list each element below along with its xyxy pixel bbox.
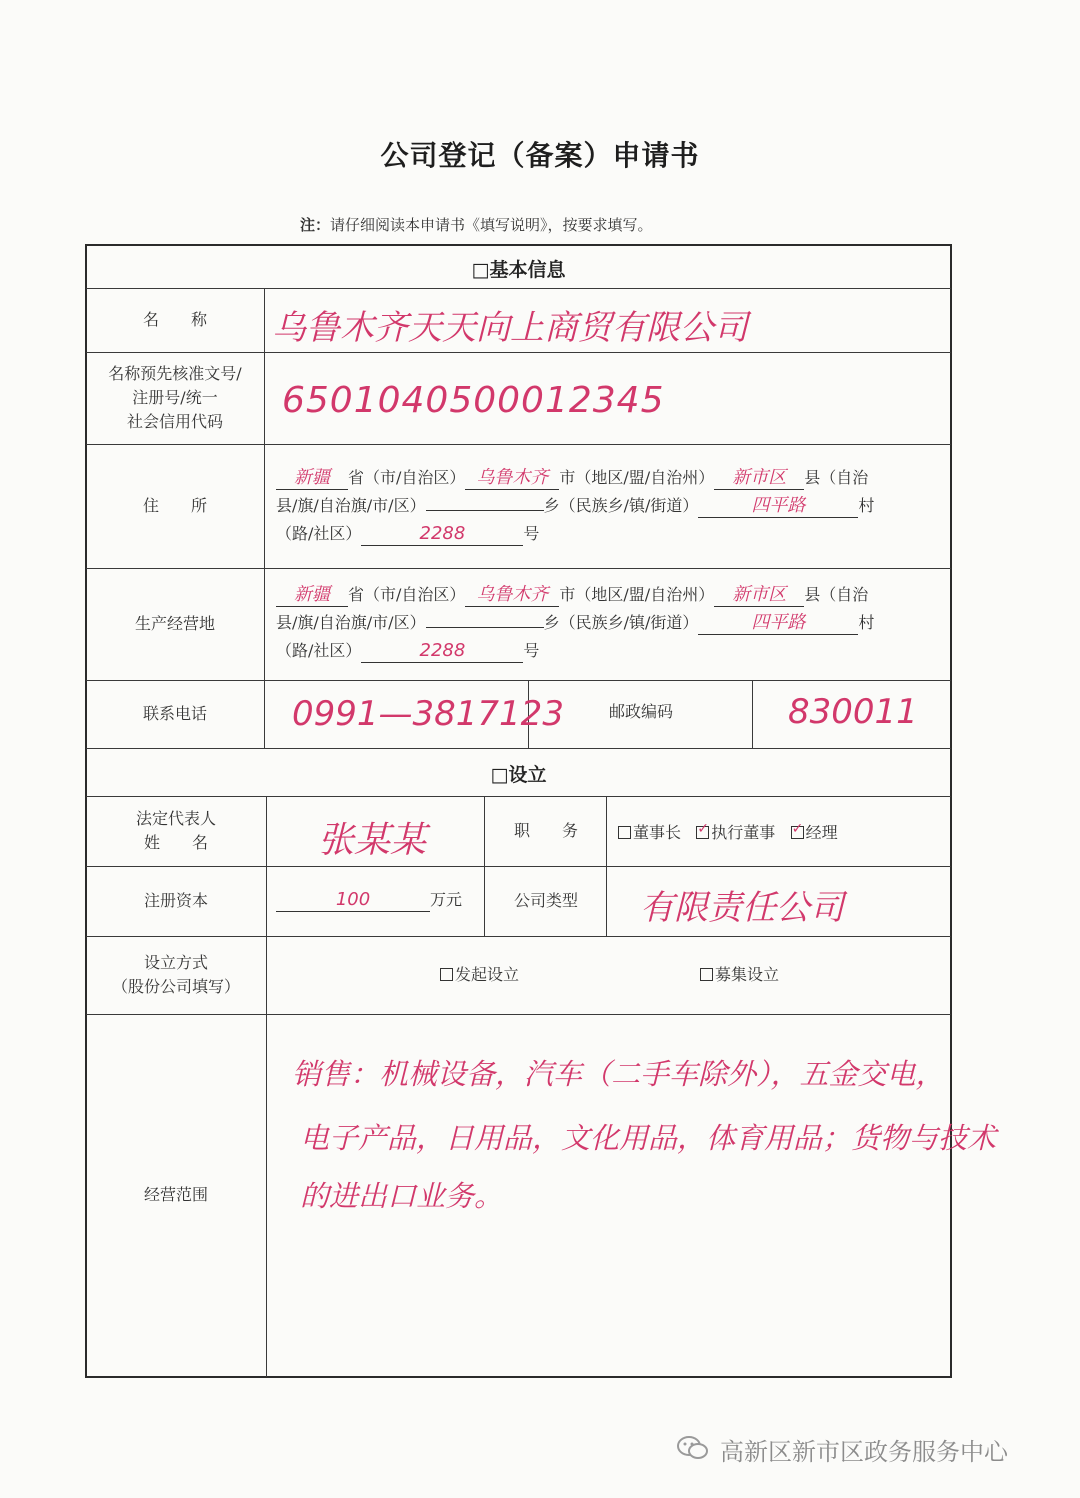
production-address: 新疆 省（市/自治区） 乌鲁木齐 市（地区/盟/自治州） 新市区 县（自治 县/旗/自治旗/市/区） 乡（民族乡/镇/街道） 四平路 村 （路/社区） 2288 号 [276, 584, 875, 661]
production-province[interactable]: 新疆 [276, 584, 348, 607]
residence-number[interactable]: 2288 [361, 523, 523, 546]
position-label: 职 务 [513, 821, 578, 840]
wechat-icon [676, 1434, 710, 1462]
production-label: 生产经营地 [134, 614, 215, 633]
residence-label: 住 所 [142, 496, 207, 515]
residence-province[interactable]: 新疆 [276, 467, 348, 490]
legal-rep-value[interactable]: 张某某 [318, 820, 427, 861]
production-number[interactable]: 2288 [361, 640, 523, 663]
name-label: 名 称 [142, 310, 207, 329]
section-setup: □设立 [490, 764, 547, 786]
scope-label: 经营范围 [143, 1185, 208, 1204]
credit-code-value[interactable]: 6501040500012345 [282, 380, 665, 421]
residence-address: 新疆 省（市/自治区） 乌鲁木齐 市（地区/盟/自治州） 新市区 县（自治 县/旗/自治旗/市/区） 乡（民族乡/镇/街道） 四平路 村 （路/社区） 2288 号 [276, 467, 875, 544]
production-county[interactable]: 新市区 [714, 584, 804, 607]
method-label: 设立方式 （股份公司填写） [111, 953, 240, 996]
position-executive-director-checkbox[interactable]: ✓ 执行董事 [696, 823, 775, 842]
method-offering-checkbox[interactable]: 募集设立 [700, 962, 779, 985]
position-options [618, 820, 838, 843]
checkbox-icon [700, 968, 713, 981]
position-manager-checkbox[interactable]: ✓ 经理 [791, 823, 838, 842]
scope-line-2[interactable]: 电子产品，日用品，文化用品，体育用品；货物与技术 [300, 1121, 997, 1155]
watermark-text: 高新区新市区政务服务中心 [720, 1438, 1008, 1466]
phone-value[interactable]: 0991—3817123 [292, 694, 564, 734]
residence-township[interactable] [426, 510, 544, 511]
postcode-value[interactable]: 830011 [788, 692, 918, 732]
capital-label: 注册资本 [143, 891, 208, 910]
form-title: 公司登记（备案）申请书 [380, 139, 700, 172]
checkbox-checked-icon [696, 826, 709, 839]
capital-value[interactable]: 100 [276, 889, 430, 912]
production-city[interactable]: 乌鲁木齐 [465, 584, 559, 607]
phone-label: 联系电话 [142, 704, 207, 723]
checkbox-icon [440, 968, 453, 981]
checkbox-checked-icon [791, 826, 804, 839]
residence-village[interactable]: 四平路 [698, 495, 858, 518]
method-promotion-checkbox[interactable]: 发起设立 [440, 962, 519, 985]
section-basic-info: □基本信息 [471, 259, 566, 281]
residence-county[interactable]: 新市区 [714, 467, 804, 490]
company-type-label: 公司类型 [513, 891, 578, 910]
position-chairman-checkbox[interactable]: 董事长 [618, 823, 681, 842]
production-township[interactable] [426, 627, 544, 628]
code-label: 名称预先核准文号/ 注册号/统一 社会信用代码 [108, 364, 242, 431]
postcode-label: 邮政编码 [608, 702, 673, 721]
legal-rep-label: 法定代表人 姓 名 [135, 809, 216, 852]
scope-line-1[interactable]: 销售：机械设备，汽车（二手车除外），五金交电， [292, 1057, 945, 1091]
residence-city[interactable]: 乌鲁木齐 [465, 467, 559, 490]
scope-line-3[interactable]: 的进出口业务。 [300, 1179, 504, 1213]
checkbox-icon [618, 826, 631, 839]
instruction-note: 注：请仔细阅读本申请书《填写说明》，按要求填写。 [300, 216, 653, 234]
capital-field: 100 万元 [276, 886, 462, 914]
production-village[interactable]: 四平路 [698, 612, 858, 635]
company-name-value[interactable]: 乌鲁木齐天天向上商贸有限公司 [272, 308, 748, 348]
company-type-value[interactable]: 有限责任公司 [640, 888, 844, 928]
